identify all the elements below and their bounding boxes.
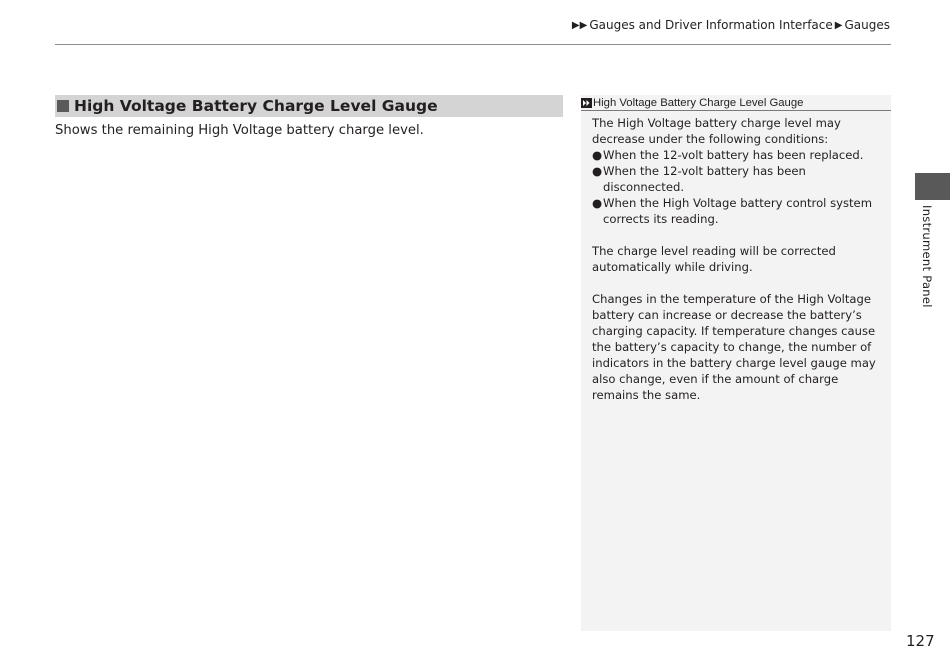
section-title: High Voltage Battery Charge Level Gauge: [74, 97, 438, 115]
bullet-icon: ●: [592, 148, 603, 162]
section-body-text: Shows the remaining High Voltage battery charge level.: [55, 123, 424, 138]
sidebar-note: [581, 95, 891, 631]
sidebar-intro: The High Voltage battery charge level may decrease under the following conditions:: [592, 116, 841, 146]
list-item: ● When the High Voltage battery control system corrects its reading.: [592, 196, 872, 226]
breadcrumb-current: Gauges: [844, 18, 890, 32]
breadcrumb-parent: Gauges and Driver Information Interface: [589, 18, 833, 32]
bullet-icon: ●: [592, 164, 603, 178]
bullet-icon: ●: [592, 196, 603, 210]
sidebar-note-content: [581, 111, 891, 403]
chapter-tab-label: Instrument Panel: [920, 205, 934, 308]
square-bullet-icon: [57, 100, 69, 112]
sidebar-note-title: High Voltage Battery Charge Level Gauge: [593, 96, 804, 109]
breadcrumb: [572, 18, 890, 32]
sidebar-paragraph-2: The charge level reading will be corrected automatically while driving.: [592, 244, 836, 274]
sidebar-note-header: [581, 95, 891, 111]
reference-arrow-icon: [581, 98, 592, 108]
header-divider: [55, 44, 891, 45]
section-heading: [55, 95, 563, 117]
arrow-icon: ▶: [834, 19, 843, 31]
condition-list: [592, 147, 881, 227]
page-number: 127: [906, 632, 935, 650]
sidebar-paragraph-3: Changes in the temperature of the High Voltage battery can increase or decrease the battery’s charging capacity. If temperature changes cause the battery’s capacity to change, the number of indicators in the battery charge level gauge may also change, even if the amount of charge remains the same.: [592, 292, 876, 402]
chapter-tab: [915, 173, 950, 200]
double-arrow-icon: ▶▶: [571, 19, 588, 31]
list-item: ● When the 12-volt battery has been disconnected.: [592, 164, 806, 194]
list-item: ● When the 12-volt battery has been replaced.: [592, 148, 864, 162]
